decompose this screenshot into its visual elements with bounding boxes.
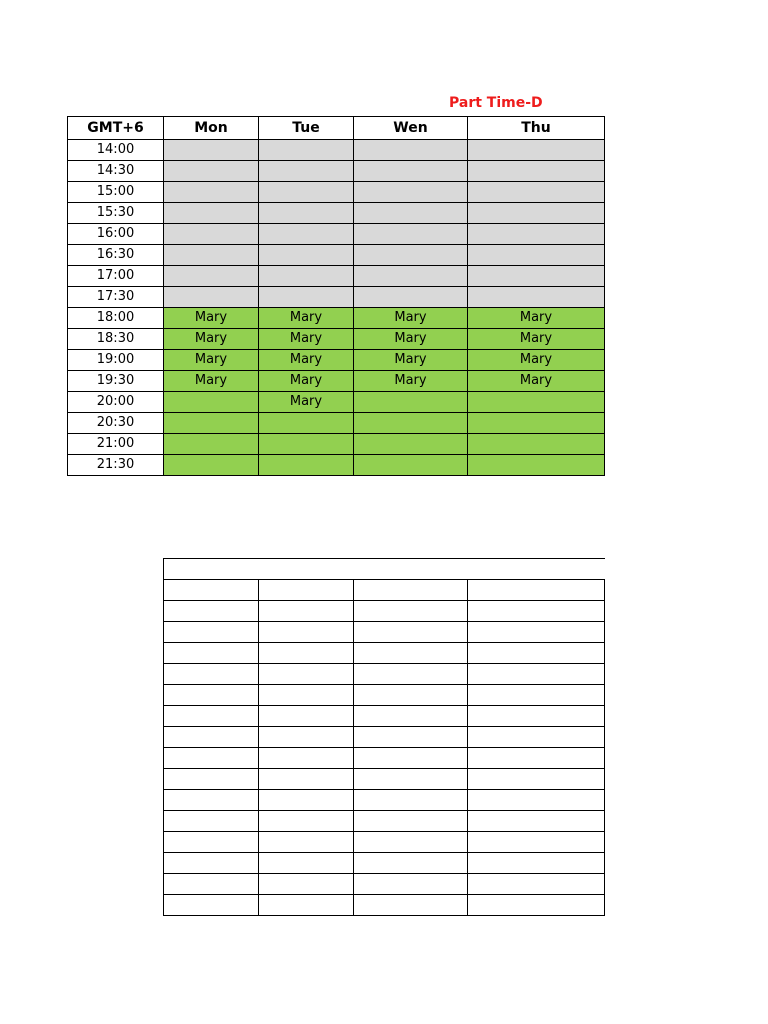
- blank-cell[interactable]: [259, 685, 354, 706]
- schedule-cell[interactable]: [354, 392, 468, 413]
- blank-table: [163, 558, 605, 916]
- time-slot-label: 20:30: [68, 413, 164, 434]
- blank-cell[interactable]: [259, 622, 354, 643]
- blank-cell[interactable]: [259, 790, 354, 811]
- time-slot-label: 14:30: [68, 161, 164, 182]
- schedule-table: [67, 116, 605, 476]
- blank-cell[interactable]: [259, 832, 354, 853]
- blank-table-row: [164, 643, 605, 664]
- day-header-tue: Tue: [259, 117, 354, 140]
- blank-cell[interactable]: [164, 748, 259, 769]
- time-slot-label: 17:00: [68, 266, 164, 287]
- schedule-cell[interactable]: [468, 245, 605, 266]
- blank-table-body: [164, 559, 605, 916]
- blank-cell[interactable]: [468, 580, 605, 601]
- blank-cell[interactable]: [259, 664, 354, 685]
- blank-cell[interactable]: [468, 643, 605, 664]
- blank-table-row: [164, 706, 605, 727]
- schedule-cell[interactable]: [468, 203, 605, 224]
- time-slot-label: 16:00: [68, 224, 164, 245]
- schedule-row: [68, 224, 605, 245]
- blank-table-row: [164, 853, 605, 874]
- blank-cell[interactable]: [164, 580, 259, 601]
- blank-cell[interactable]: [164, 601, 259, 622]
- schedule-row: [68, 203, 605, 224]
- schedule-cell[interactable]: [259, 413, 354, 434]
- blank-cell[interactable]: [259, 874, 354, 895]
- blank-cell[interactable]: [468, 601, 605, 622]
- blank-table-row: [164, 664, 605, 685]
- blank-cell[interactable]: [468, 727, 605, 748]
- schedule-cell[interactable]: [468, 392, 605, 413]
- schedule-cell[interactable]: [354, 434, 468, 455]
- schedule-cell[interactable]: [468, 287, 605, 308]
- blank-cell[interactable]: [164, 706, 259, 727]
- schedule-cell[interactable]: Mary: [259, 392, 354, 413]
- schedule-cell[interactable]: [259, 434, 354, 455]
- blank-cell[interactable]: [468, 790, 605, 811]
- schedule-cell[interactable]: Mary: [354, 371, 468, 392]
- blank-cell[interactable]: [164, 874, 259, 895]
- blank-table-row: [164, 601, 605, 622]
- blank-cell[interactable]: [164, 622, 259, 643]
- blank-table-row: [164, 811, 605, 832]
- blank-cell[interactable]: [354, 664, 468, 685]
- schedule-row: [68, 350, 605, 371]
- schedule-cell[interactable]: Mary: [468, 329, 605, 350]
- time-slot-label: 15:30: [68, 203, 164, 224]
- time-slot-label: 21:00: [68, 434, 164, 455]
- blank-cell[interactable]: [164, 727, 259, 748]
- schedule-cell[interactable]: Mary: [468, 350, 605, 371]
- schedule-cell[interactable]: [259, 224, 354, 245]
- schedule-cell[interactable]: [164, 266, 259, 287]
- blank-table-row: [164, 895, 605, 916]
- blank-table-row: [164, 832, 605, 853]
- blank-cell[interactable]: [259, 601, 354, 622]
- schedule-cell[interactable]: [468, 434, 605, 455]
- blank-cell[interactable]: [164, 769, 259, 790]
- blank-cell[interactable]: [468, 874, 605, 895]
- schedule-cell[interactable]: [164, 392, 259, 413]
- schedule-cell[interactable]: [468, 224, 605, 245]
- schedule-cell[interactable]: [354, 140, 468, 161]
- blank-table-row: [164, 748, 605, 769]
- time-slot-label: 17:30: [68, 287, 164, 308]
- blank-cell[interactable]: [354, 706, 468, 727]
- blank-cell[interactable]: [164, 643, 259, 664]
- time-slot-label: 18:30: [68, 329, 164, 350]
- schedule-row: [68, 245, 605, 266]
- blank-cell[interactable]: [259, 706, 354, 727]
- schedule-cell[interactable]: Mary: [354, 329, 468, 350]
- blank-cell[interactable]: [164, 853, 259, 874]
- blank-cell[interactable]: [468, 748, 605, 769]
- time-slot-label: 19:00: [68, 350, 164, 371]
- schedule-cell[interactable]: [354, 203, 468, 224]
- schedule-cell[interactable]: [354, 266, 468, 287]
- blank-cell[interactable]: [354, 748, 468, 769]
- blank-cell[interactable]: [354, 727, 468, 748]
- blank-cell[interactable]: [354, 853, 468, 874]
- schedule-cell[interactable]: [259, 140, 354, 161]
- schedule-cell[interactable]: Mary: [164, 308, 259, 329]
- timezone-header: GMT+6: [68, 117, 164, 140]
- schedule-cell[interactable]: [164, 434, 259, 455]
- schedule-cell[interactable]: [164, 287, 259, 308]
- blank-header-cell[interactable]: [164, 559, 605, 580]
- time-slot-label: 19:30: [68, 371, 164, 392]
- blank-cell[interactable]: [354, 895, 468, 916]
- time-slot-label: 21:30: [68, 455, 164, 476]
- schedule-cell[interactable]: [259, 455, 354, 476]
- blank-table-row: [164, 622, 605, 643]
- schedule-cell[interactable]: [468, 266, 605, 287]
- schedule-cell[interactable]: [259, 203, 354, 224]
- blank-cell[interactable]: [354, 790, 468, 811]
- blank-cell[interactable]: [354, 769, 468, 790]
- schedule-cell[interactable]: [468, 455, 605, 476]
- schedule-cell[interactable]: [259, 287, 354, 308]
- blank-cell[interactable]: [259, 811, 354, 832]
- blank-cell[interactable]: [259, 769, 354, 790]
- schedule-cell[interactable]: [354, 224, 468, 245]
- blank-cell[interactable]: [354, 874, 468, 895]
- schedule-cell[interactable]: [164, 224, 259, 245]
- schedule-cell[interactable]: [164, 413, 259, 434]
- time-slot-label: 18:00: [68, 308, 164, 329]
- schedule-title: Part Time-D: [449, 95, 543, 111]
- blank-cell[interactable]: [468, 769, 605, 790]
- blank-cell[interactable]: [468, 811, 605, 832]
- schedule-cell[interactable]: Mary: [164, 350, 259, 371]
- schedule-cell[interactable]: Mary: [259, 329, 354, 350]
- blank-cell[interactable]: [354, 832, 468, 853]
- blank-cell[interactable]: [354, 601, 468, 622]
- schedule-header-row: [68, 117, 605, 140]
- blank-cell[interactable]: [468, 706, 605, 727]
- schedule-cell[interactable]: [468, 140, 605, 161]
- day-header-wen: Wen: [354, 117, 468, 140]
- schedule-row: [68, 140, 605, 161]
- schedule-cell[interactable]: [259, 245, 354, 266]
- schedule-cell[interactable]: [164, 455, 259, 476]
- schedule-row: [68, 455, 605, 476]
- schedule-row: [68, 371, 605, 392]
- schedule-cell[interactable]: Mary: [468, 308, 605, 329]
- blank-cell[interactable]: [468, 853, 605, 874]
- blank-cell[interactable]: [468, 685, 605, 706]
- schedule-row: [68, 329, 605, 350]
- blank-cell[interactable]: [468, 664, 605, 685]
- blank-cell[interactable]: [164, 790, 259, 811]
- schedule-row: [68, 287, 605, 308]
- blank-table-header-row: [164, 559, 605, 580]
- schedule-row: [68, 413, 605, 434]
- schedule-cell[interactable]: Mary: [164, 329, 259, 350]
- blank-cell[interactable]: [259, 580, 354, 601]
- blank-cell[interactable]: [354, 811, 468, 832]
- schedule-cell[interactable]: Mary: [259, 308, 354, 329]
- blank-cell[interactable]: [468, 832, 605, 853]
- blank-cell[interactable]: [259, 895, 354, 916]
- blank-table-row: [164, 874, 605, 895]
- schedule-cell[interactable]: [164, 203, 259, 224]
- schedule-cell[interactable]: [354, 161, 468, 182]
- time-slot-label: 20:00: [68, 392, 164, 413]
- schedule-cell[interactable]: [259, 161, 354, 182]
- blank-cell[interactable]: [164, 664, 259, 685]
- schedule-body: [68, 140, 605, 476]
- schedule-cell[interactable]: Mary: [354, 350, 468, 371]
- schedule-cell[interactable]: [164, 245, 259, 266]
- schedule-cell[interactable]: Mary: [164, 371, 259, 392]
- blank-cell[interactable]: [354, 622, 468, 643]
- schedule-cell[interactable]: [259, 182, 354, 203]
- blank-cell[interactable]: [354, 580, 468, 601]
- schedule-cell[interactable]: Mary: [259, 371, 354, 392]
- schedule-cell[interactable]: [354, 455, 468, 476]
- schedule-cell[interactable]: [354, 245, 468, 266]
- blank-cell[interactable]: [259, 748, 354, 769]
- time-slot-label: 15:00: [68, 182, 164, 203]
- schedule-row: [68, 161, 605, 182]
- schedule-row: [68, 266, 605, 287]
- schedule-cell[interactable]: [164, 182, 259, 203]
- schedule-cell[interactable]: [164, 140, 259, 161]
- blank-cell[interactable]: [259, 643, 354, 664]
- day-header-mon: Mon: [164, 117, 259, 140]
- blank-table-row: [164, 685, 605, 706]
- blank-cell[interactable]: [164, 685, 259, 706]
- schedule-cell[interactable]: Mary: [354, 308, 468, 329]
- blank-table-row: [164, 790, 605, 811]
- blank-cell[interactable]: [164, 895, 259, 916]
- blank-cell[interactable]: [259, 853, 354, 874]
- blank-cell[interactable]: [164, 832, 259, 853]
- blank-table-row: [164, 727, 605, 748]
- schedule-cell[interactable]: [164, 161, 259, 182]
- schedule-row: [68, 308, 605, 329]
- schedule-row: [68, 434, 605, 455]
- schedule-cell[interactable]: Mary: [259, 350, 354, 371]
- time-slot-label: 14:00: [68, 140, 164, 161]
- blank-cell[interactable]: [164, 811, 259, 832]
- schedule-cell[interactable]: [468, 161, 605, 182]
- schedule-cell[interactable]: [468, 182, 605, 203]
- schedule-cell[interactable]: [259, 266, 354, 287]
- schedule-row: [68, 182, 605, 203]
- blank-cell[interactable]: [354, 685, 468, 706]
- blank-table-row: [164, 580, 605, 601]
- schedule-row: [68, 392, 605, 413]
- blank-cell[interactable]: [468, 895, 605, 916]
- day-header-thu: Thu: [468, 117, 605, 140]
- schedule-cell[interactable]: Mary: [468, 371, 605, 392]
- time-slot-label: 16:30: [68, 245, 164, 266]
- schedule-cell[interactable]: [354, 182, 468, 203]
- blank-cell[interactable]: [354, 643, 468, 664]
- schedule-cell[interactable]: [354, 287, 468, 308]
- blank-cell[interactable]: [468, 622, 605, 643]
- schedule-cell[interactable]: [354, 413, 468, 434]
- blank-cell[interactable]: [259, 727, 354, 748]
- blank-table-row: [164, 769, 605, 790]
- schedule-cell[interactable]: [468, 413, 605, 434]
